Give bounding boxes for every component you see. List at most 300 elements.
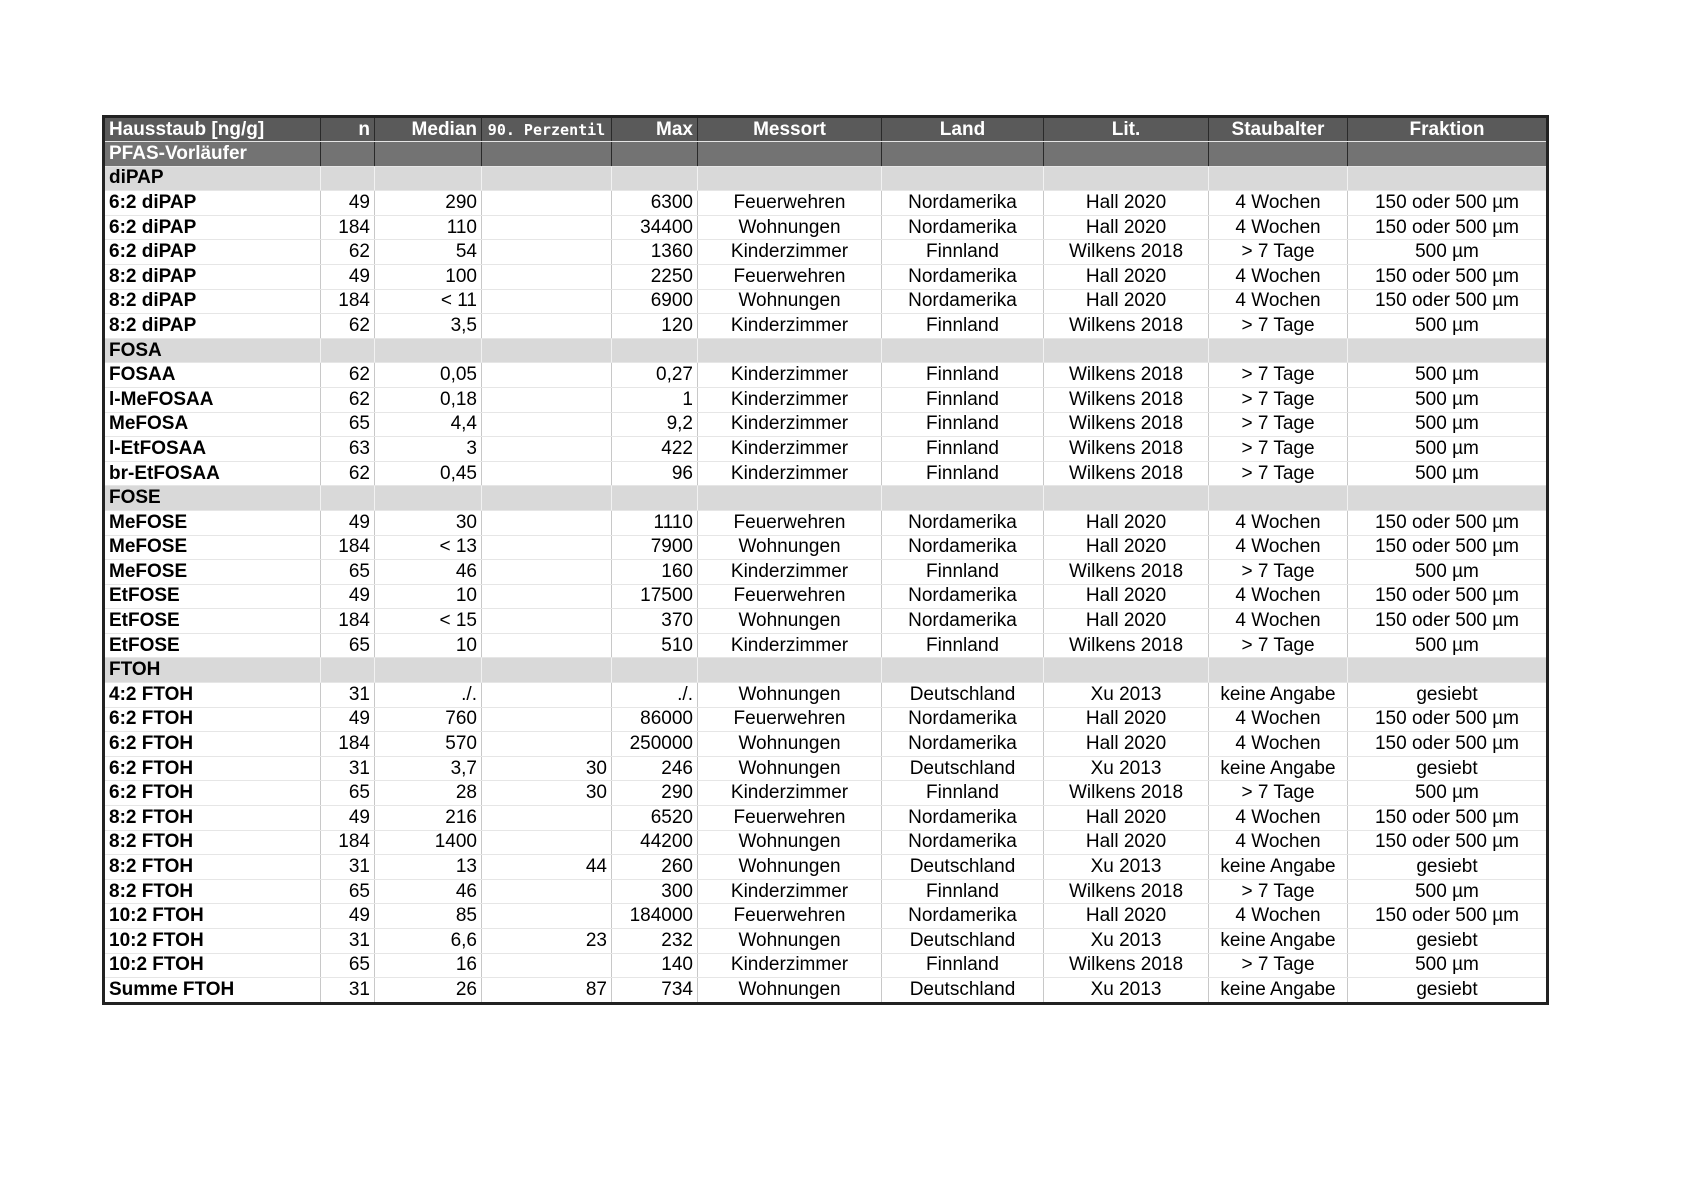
cell-fraktion: 150 oder 500 µm [1348,584,1548,609]
cell-messort: Feuerwehren [698,191,882,216]
cell-median: 4,4 [375,412,482,437]
cell-n: 31 [321,683,375,708]
cell-name: 10:2 FTOH [104,904,321,929]
cell-max: 17500 [612,584,698,609]
cell-land: Finnland [882,412,1044,437]
cell-staubalter: > 7 Tage [1209,437,1348,462]
cell-name: l-EtFOSAA [104,437,321,462]
cell-max: 1 [612,387,698,412]
cell-n: 65 [321,633,375,658]
table-row [104,953,1548,978]
cell-messort: Kinderzimmer [698,879,882,904]
cell-lit: Hall 2020 [1044,830,1209,855]
cell-staubalter: keine Angabe [1209,756,1348,781]
cell-max: 510 [612,633,698,658]
section-row [104,142,1548,167]
cell-max: 260 [612,855,698,880]
cell-land: Finnland [882,953,1044,978]
group-row [104,166,1548,191]
cell-messort: Wohnungen [698,830,882,855]
table-row [104,535,1548,560]
cell-lit: Wilkens 2018 [1044,412,1209,437]
table-row [104,978,1548,1004]
header-row [104,117,1548,142]
cell-max: 160 [612,560,698,585]
cell-staubalter: 4 Wochen [1209,584,1348,609]
cell-fraktion: 500 µm [1348,412,1548,437]
group-empty-cell [882,486,1044,511]
cell-max: 6520 [612,806,698,831]
cell-median: 28 [375,781,482,806]
table-row [104,929,1548,954]
cell-lit: Wilkens 2018 [1044,953,1209,978]
cell-fraktion: 150 oder 500 µm [1348,609,1548,634]
cell-land: Nordamerika [882,264,1044,289]
cell-n: 62 [321,240,375,265]
cell-messort: Kinderzimmer [698,363,882,388]
cell-messort: Kinderzimmer [698,953,882,978]
group-row [104,658,1548,683]
cell-p90 [482,215,612,240]
cell-name: 10:2 FTOH [104,929,321,954]
cell-n: 62 [321,363,375,388]
cell-lit: Hall 2020 [1044,191,1209,216]
cell-name: 6:2 FTOH [104,732,321,757]
table-row [104,437,1548,462]
cell-name: br-EtFOSAA [104,461,321,486]
cell-land: Finnland [882,461,1044,486]
cell-messort: Wohnungen [698,978,882,1004]
cell-messort: Kinderzimmer [698,781,882,806]
cell-name: MeFOSE [104,510,321,535]
table-row [104,683,1548,708]
cell-messort: Wohnungen [698,535,882,560]
cell-land: Deutschland [882,929,1044,954]
cell-messort: Kinderzimmer [698,240,882,265]
cell-p90 [482,264,612,289]
cell-name: l-MeFOSAA [104,387,321,412]
cell-land: Nordamerika [882,806,1044,831]
cell-lit: Xu 2013 [1044,683,1209,708]
cell-max: 44200 [612,830,698,855]
group-empty-cell [1044,658,1209,683]
cell-staubalter: 4 Wochen [1209,904,1348,929]
cell-fraktion: gesiebt [1348,978,1548,1004]
cell-median: 0,05 [375,363,482,388]
header-fraktion: Fraktion [1348,117,1548,142]
cell-n: 184 [321,732,375,757]
cell-lit: Wilkens 2018 [1044,560,1209,585]
cell-max: 140 [612,953,698,978]
group-empty-cell [1044,486,1209,511]
cell-lit: Wilkens 2018 [1044,363,1209,388]
cell-p90 [482,953,612,978]
cell-max: 120 [612,314,698,339]
cell-messort: Kinderzimmer [698,633,882,658]
cell-messort: Kinderzimmer [698,387,882,412]
table-row [104,855,1548,880]
cell-n: 184 [321,215,375,240]
cell-staubalter: 4 Wochen [1209,707,1348,732]
header-lit: Lit. [1044,117,1209,142]
cell-lit: Hall 2020 [1044,289,1209,314]
group-empty-cell [1209,166,1348,191]
header-staubalter: Staubalter [1209,117,1348,142]
cell-land: Nordamerika [882,289,1044,314]
cell-median: 30 [375,510,482,535]
cell-messort: Feuerwehren [698,510,882,535]
cell-name: 10:2 FTOH [104,953,321,978]
section-title: PFAS-Vorläufer [104,142,321,167]
cell-fraktion: 150 oder 500 µm [1348,215,1548,240]
cell-staubalter: 4 Wochen [1209,215,1348,240]
group-empty-cell [482,166,612,191]
group-empty-cell [375,166,482,191]
cell-lit: Hall 2020 [1044,732,1209,757]
cell-n: 49 [321,904,375,929]
cell-messort: Feuerwehren [698,584,882,609]
cell-staubalter: keine Angabe [1209,929,1348,954]
cell-median: 100 [375,264,482,289]
cell-median: 0,18 [375,387,482,412]
cell-land: Deutschland [882,756,1044,781]
cell-messort: Feuerwehren [698,904,882,929]
cell-n: 65 [321,879,375,904]
group-row [104,338,1548,363]
cell-median: 216 [375,806,482,831]
cell-n: 65 [321,781,375,806]
group-empty-cell [1348,338,1548,363]
cell-staubalter: keine Angabe [1209,855,1348,880]
table-row [104,609,1548,634]
cell-lit: Wilkens 2018 [1044,437,1209,462]
cell-staubalter: > 7 Tage [1209,412,1348,437]
cell-name: 6:2 FTOH [104,781,321,806]
cell-p90 [482,830,612,855]
cell-median: 6,6 [375,929,482,954]
cell-p90 [482,683,612,708]
cell-median: 54 [375,240,482,265]
cell-name: 8:2 diPAP [104,264,321,289]
cell-p90 [482,633,612,658]
cell-p90: 30 [482,781,612,806]
cell-p90 [482,707,612,732]
cell-n: 49 [321,806,375,831]
cell-p90 [482,240,612,265]
cell-median: 85 [375,904,482,929]
cell-fraktion: 150 oder 500 µm [1348,191,1548,216]
cell-staubalter: > 7 Tage [1209,781,1348,806]
cell-land: Nordamerika [882,510,1044,535]
cell-messort: Kinderzimmer [698,412,882,437]
cell-max: 9,2 [612,412,698,437]
header-p90: 90. Perzentil [482,117,612,142]
cell-land: Deutschland [882,855,1044,880]
cell-fraktion: 500 µm [1348,437,1548,462]
table-row [104,584,1548,609]
cell-p90: 44 [482,855,612,880]
cell-p90 [482,387,612,412]
cell-fraktion: 150 oder 500 µm [1348,806,1548,831]
cell-p90 [482,879,612,904]
table-row [104,830,1548,855]
group-empty-cell [1209,658,1348,683]
cell-name: 4:2 FTOH [104,683,321,708]
cell-n: 65 [321,953,375,978]
cell-max: ./. [612,683,698,708]
cell-messort: Wohnungen [698,756,882,781]
cell-fraktion: gesiebt [1348,929,1548,954]
cell-lit: Hall 2020 [1044,264,1209,289]
cell-n: 31 [321,978,375,1004]
cell-fraktion: 500 µm [1348,363,1548,388]
group-empty-cell [882,166,1044,191]
cell-median: 26 [375,978,482,1004]
cell-messort: Kinderzimmer [698,437,882,462]
table-row [104,707,1548,732]
header-max: Max [612,117,698,142]
cell-land: Nordamerika [882,609,1044,634]
cell-name: 8:2 FTOH [104,879,321,904]
group-empty-cell [321,166,375,191]
cell-staubalter: > 7 Tage [1209,387,1348,412]
cell-lit: Wilkens 2018 [1044,387,1209,412]
cell-name: MeFOSE [104,535,321,560]
cell-staubalter: > 7 Tage [1209,363,1348,388]
cell-messort: Feuerwehren [698,806,882,831]
cell-staubalter: 4 Wochen [1209,535,1348,560]
cell-n: 49 [321,707,375,732]
cell-n: 31 [321,855,375,880]
cell-max: 184000 [612,904,698,929]
cell-max: 7900 [612,535,698,560]
cell-name: EtFOSE [104,584,321,609]
group-empty-cell [321,338,375,363]
cell-fraktion: 500 µm [1348,953,1548,978]
group-title: FTOH [104,658,321,683]
table-row [104,756,1548,781]
cell-median: 10 [375,584,482,609]
table-row [104,215,1548,240]
cell-n: 49 [321,264,375,289]
cell-staubalter: 4 Wochen [1209,264,1348,289]
house-dust-table [102,115,1549,1005]
table-row [104,461,1548,486]
cell-fraktion: 150 oder 500 µm [1348,830,1548,855]
table-row [104,732,1548,757]
cell-staubalter: > 7 Tage [1209,953,1348,978]
cell-lit: Xu 2013 [1044,929,1209,954]
cell-p90 [482,904,612,929]
group-empty-cell [1209,486,1348,511]
header-n: n [321,117,375,142]
cell-fraktion: 500 µm [1348,633,1548,658]
group-empty-cell [482,658,612,683]
cell-median: ./. [375,683,482,708]
cell-name: EtFOSE [104,609,321,634]
cell-p90 [482,609,612,634]
cell-max: 1360 [612,240,698,265]
table-row [104,289,1548,314]
group-empty-cell [375,486,482,511]
cell-max: 0,27 [612,363,698,388]
cell-staubalter: > 7 Tage [1209,314,1348,339]
cell-n: 65 [321,412,375,437]
cell-median: < 13 [375,535,482,560]
group-empty-cell [321,658,375,683]
table-row [104,806,1548,831]
group-row [104,486,1548,511]
cell-max: 86000 [612,707,698,732]
cell-max: 34400 [612,215,698,240]
cell-max: 290 [612,781,698,806]
cell-lit: Wilkens 2018 [1044,314,1209,339]
cell-land: Nordamerika [882,215,1044,240]
cell-fraktion: 150 oder 500 µm [1348,904,1548,929]
cell-staubalter: > 7 Tage [1209,879,1348,904]
group-empty-cell [698,658,882,683]
cell-n: 49 [321,191,375,216]
group-empty-cell [1044,338,1209,363]
cell-p90 [482,437,612,462]
cell-median: 0,45 [375,461,482,486]
group-empty-cell [612,658,698,683]
cell-lit: Wilkens 2018 [1044,879,1209,904]
header-land: Land [882,117,1044,142]
cell-p90: 87 [482,978,612,1004]
cell-lit: Hall 2020 [1044,707,1209,732]
cell-messort: Feuerwehren [698,707,882,732]
cell-lit: Xu 2013 [1044,978,1209,1004]
cell-n: 49 [321,510,375,535]
header-name: Hausstaub [ng/g] [104,117,321,142]
table-row [104,314,1548,339]
group-empty-cell [375,338,482,363]
cell-n: 184 [321,535,375,560]
cell-p90 [482,510,612,535]
cell-n: 65 [321,560,375,585]
cell-messort: Wohnungen [698,855,882,880]
cell-p90 [482,584,612,609]
group-empty-cell [1044,166,1209,191]
cell-n: 184 [321,609,375,634]
cell-n: 31 [321,929,375,954]
cell-lit: Wilkens 2018 [1044,461,1209,486]
cell-n: 63 [321,437,375,462]
cell-max: 370 [612,609,698,634]
group-title: FOSA [104,338,321,363]
cell-p90 [482,314,612,339]
cell-staubalter: 4 Wochen [1209,806,1348,831]
cell-max: 6900 [612,289,698,314]
cell-land: Nordamerika [882,707,1044,732]
group-empty-cell [375,658,482,683]
group-empty-cell [882,658,1044,683]
group-empty-cell [482,486,612,511]
table-row [104,560,1548,585]
cell-staubalter: 4 Wochen [1209,609,1348,634]
cell-land: Finnland [882,879,1044,904]
group-empty-cell [612,338,698,363]
cell-lit: Hall 2020 [1044,904,1209,929]
cell-p90 [482,806,612,831]
cell-name: 6:2 FTOH [104,707,321,732]
table-row [104,781,1548,806]
cell-staubalter: > 7 Tage [1209,461,1348,486]
cell-median: 760 [375,707,482,732]
cell-staubalter: > 7 Tage [1209,633,1348,658]
cell-land: Finnland [882,314,1044,339]
cell-fraktion: 150 oder 500 µm [1348,707,1548,732]
cell-lit: Xu 2013 [1044,756,1209,781]
cell-name: 6:2 diPAP [104,240,321,265]
cell-p90 [482,289,612,314]
cell-median: 110 [375,215,482,240]
group-empty-cell [1348,486,1548,511]
cell-lit: Hall 2020 [1044,510,1209,535]
group-title: diPAP [104,166,321,191]
cell-n: 62 [321,461,375,486]
cell-land: Nordamerika [882,584,1044,609]
cell-land: Finnland [882,437,1044,462]
group-empty-cell [698,338,882,363]
cell-name: EtFOSE [104,633,321,658]
cell-lit: Hall 2020 [1044,806,1209,831]
cell-median: 3,7 [375,756,482,781]
cell-land: Finnland [882,781,1044,806]
cell-fraktion: 500 µm [1348,314,1548,339]
group-empty-cell [482,338,612,363]
cell-fraktion: 150 oder 500 µm [1348,732,1548,757]
group-empty-cell [321,486,375,511]
cell-fraktion: gesiebt [1348,855,1548,880]
cell-p90: 30 [482,756,612,781]
cell-messort: Wohnungen [698,215,882,240]
table-row [104,387,1548,412]
cell-land: Nordamerika [882,830,1044,855]
table-row [104,510,1548,535]
cell-staubalter: 4 Wochen [1209,510,1348,535]
cell-max: 300 [612,879,698,904]
cell-p90 [482,412,612,437]
cell-n: 184 [321,289,375,314]
group-empty-cell [698,486,882,511]
group-empty-cell [882,338,1044,363]
table-body [104,142,1548,1004]
cell-staubalter: > 7 Tage [1209,560,1348,585]
cell-staubalter: keine Angabe [1209,683,1348,708]
group-empty-cell [1348,166,1548,191]
group-empty-cell [612,486,698,511]
cell-fraktion: gesiebt [1348,756,1548,781]
cell-staubalter: 4 Wochen [1209,830,1348,855]
table-row [104,191,1548,216]
cell-n: 62 [321,387,375,412]
cell-median: < 15 [375,609,482,634]
cell-max: 734 [612,978,698,1004]
cell-max: 250000 [612,732,698,757]
cell-fraktion: 150 oder 500 µm [1348,264,1548,289]
cell-n: 49 [321,584,375,609]
cell-fraktion: 150 oder 500 µm [1348,289,1548,314]
cell-n: 31 [321,756,375,781]
cell-land: Nordamerika [882,191,1044,216]
cell-n: 184 [321,830,375,855]
cell-max: 1110 [612,510,698,535]
cell-p90 [482,732,612,757]
cell-median: 16 [375,953,482,978]
cell-land: Finnland [882,633,1044,658]
